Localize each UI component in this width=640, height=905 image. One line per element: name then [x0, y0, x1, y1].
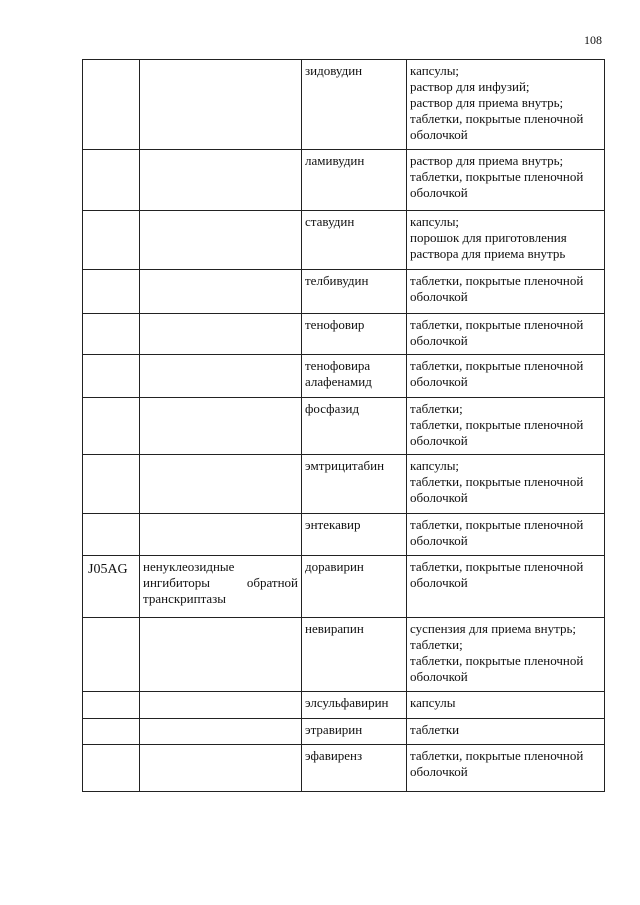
- dosage-form-line: порошок для приготовления раствора для приема внутрь: [410, 230, 567, 261]
- drug-name-cell: эфавиренз: [302, 745, 407, 792]
- dosage-form-line: таблетки: [410, 722, 460, 737]
- atc-code-cell: [83, 150, 140, 211]
- dosage-forms-cell: [407, 270, 605, 314]
- drug-name-cell: телбивудин: [302, 270, 407, 314]
- dosage-forms-cell: [407, 692, 605, 719]
- table-row: [83, 398, 605, 455]
- dosage-form-line: таблетки, покрытые пленочной оболочкой: [410, 748, 584, 779]
- pharmacological-group-cell: [140, 618, 302, 692]
- dosage-form-line: таблетки, покрытые пленочной оболочкой: [410, 417, 584, 448]
- drug-name-cell: эмтрицитабин: [302, 455, 407, 514]
- drug-name-cell: тенофовир: [302, 314, 407, 355]
- table-row: [83, 270, 605, 314]
- dosage-form-line: раствор для инфузий;: [410, 79, 530, 94]
- dosage-forms-cell: [407, 556, 605, 618]
- page-number: 108: [584, 33, 602, 47]
- drug-name-cell: ламивудин: [302, 150, 407, 211]
- atc-code-cell: [83, 355, 140, 398]
- drug-table: [82, 59, 605, 792]
- atc-code-cell: [83, 455, 140, 514]
- pharmacological-group-cell: [140, 455, 302, 514]
- drug-name-cell: ставудин: [302, 211, 407, 270]
- table-row: [83, 455, 605, 514]
- dosage-forms-cell: [407, 314, 605, 355]
- dosage-form-line: капсулы;: [410, 458, 460, 473]
- atc-code-cell: [83, 60, 140, 150]
- pharmacological-group-cell: [140, 314, 302, 355]
- atc-code-cell: [83, 618, 140, 692]
- dosage-form-line: капсулы;: [410, 214, 460, 229]
- dosage-form-line: раствор для приема внутрь;: [410, 153, 564, 168]
- dosage-form-line: таблетки, покрытые пленочной оболочкой: [410, 169, 584, 200]
- pharmacological-group-cell: [140, 270, 302, 314]
- pharmacological-group-cell: ненуклеозидные ингибиторы обратной транскриптазы: [140, 556, 302, 618]
- pharmacological-group-cell: [140, 719, 302, 745]
- dosage-forms-cell: [407, 60, 605, 150]
- dosage-forms-cell: [407, 618, 605, 692]
- dosage-form-line: таблетки, покрытые пленочной оболочкой: [410, 474, 584, 505]
- pharmacological-group-cell: [140, 60, 302, 150]
- dosage-form-line: таблетки, покрытые пленочной оболочкой: [410, 653, 584, 684]
- table-row: [83, 745, 605, 792]
- table-row: [83, 692, 605, 719]
- dosage-forms-cell: [407, 745, 605, 792]
- drug-name-cell: невирапин: [302, 618, 407, 692]
- table-body: [83, 60, 605, 792]
- dosage-forms-cell: [407, 719, 605, 745]
- dosage-forms-cell: [407, 455, 605, 514]
- table-row: [83, 719, 605, 745]
- drug-name-cell: этравирин: [302, 719, 407, 745]
- drug-name-cell: элсульфавирин: [302, 692, 407, 719]
- dosage-form-line: таблетки, покрытые пленочной оболочкой: [410, 559, 584, 590]
- pharmacological-group-cell: [140, 514, 302, 556]
- dosage-form-line: раствор для приема внутрь;: [410, 95, 564, 110]
- atc-code-cell: [83, 692, 140, 719]
- dosage-forms-cell: [407, 398, 605, 455]
- dosage-form-line: таблетки, покрытые пленочной оболочкой: [410, 517, 584, 548]
- table-row: [83, 60, 605, 150]
- table-row: [83, 314, 605, 355]
- dosage-forms-cell: [407, 355, 605, 398]
- pharmacological-group-cell: [140, 150, 302, 211]
- dosage-forms-cell: [407, 211, 605, 270]
- dosage-form-line: капсулы: [410, 695, 456, 710]
- dosage-form-line: капсулы;: [410, 63, 460, 78]
- atc-code-cell: [83, 398, 140, 455]
- pharmacological-group-cell: [140, 355, 302, 398]
- dosage-form-line: таблетки, покрытые пленочной оболочкой: [410, 273, 584, 304]
- table-row: [83, 514, 605, 556]
- atc-code-cell: [83, 514, 140, 556]
- drug-name-cell: фосфазид: [302, 398, 407, 455]
- table-row: [83, 618, 605, 692]
- atc-code-cell: [83, 211, 140, 270]
- dosage-form-line: таблетки, покрытые пленочной оболочкой: [410, 358, 584, 389]
- pharmacological-group-cell: [140, 692, 302, 719]
- table-row: [83, 556, 605, 618]
- table-row: [83, 355, 605, 398]
- atc-code-cell: [83, 719, 140, 745]
- atc-code-cell: J05AG: [83, 556, 140, 618]
- dosage-forms-cell: [407, 150, 605, 211]
- pharmacological-group-cell: [140, 745, 302, 792]
- table-row: [83, 150, 605, 211]
- dosage-form-line: таблетки;: [410, 401, 463, 416]
- table-row: [83, 211, 605, 270]
- pharmacological-group-cell: [140, 398, 302, 455]
- dosage-forms-cell: [407, 514, 605, 556]
- drug-name-cell: зидовудин: [302, 60, 407, 150]
- drug-name-cell: доравирин: [302, 556, 407, 618]
- atc-code-cell: [83, 314, 140, 355]
- dosage-form-line: таблетки;: [410, 637, 463, 652]
- drug-name-cell: тенофовира алафенамид: [302, 355, 407, 398]
- atc-code-cell: [83, 270, 140, 314]
- dosage-form-line: таблетки, покрытые пленочной оболочкой: [410, 111, 584, 142]
- dosage-form-line: таблетки, покрытые пленочной оболочкой: [410, 317, 584, 348]
- pharmacological-group-cell: [140, 211, 302, 270]
- dosage-form-line: суспензия для приема внутрь;: [410, 621, 577, 636]
- atc-code-cell: [83, 745, 140, 792]
- drug-name-cell: энтекавир: [302, 514, 407, 556]
